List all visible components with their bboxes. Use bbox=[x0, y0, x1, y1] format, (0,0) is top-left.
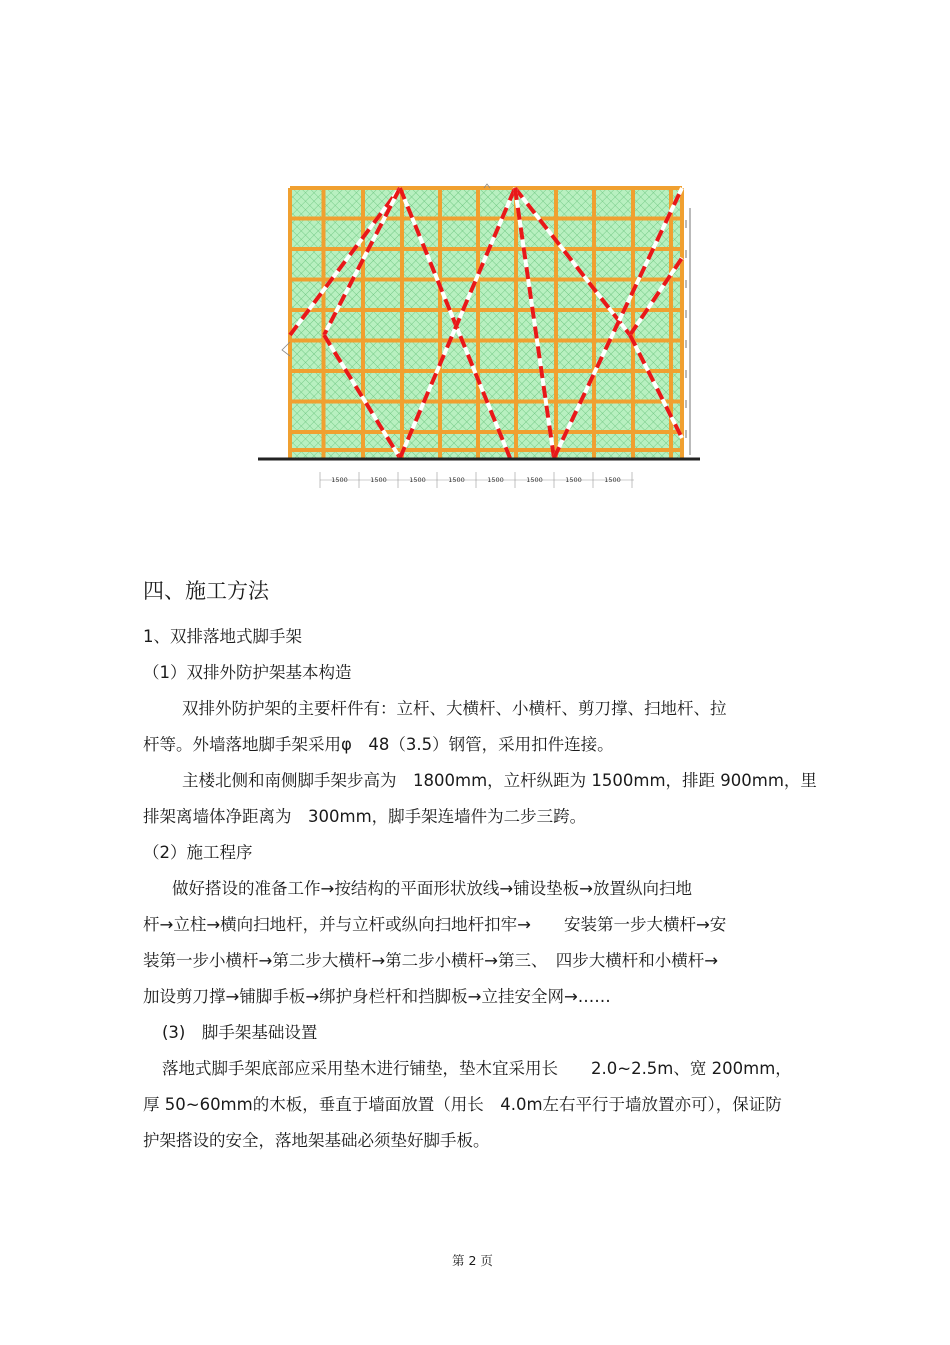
dimension-label: 1500 bbox=[331, 476, 348, 484]
paragraph-line: 主楼北侧和南侧脚手架步高为 1800mm，立杆纵距为 1500mm，排距 900mm，里 bbox=[182, 771, 817, 790]
safety-net bbox=[290, 188, 682, 458]
scaffold-elevation-diagram bbox=[250, 180, 710, 500]
dimension-label: 1500 bbox=[565, 476, 582, 484]
subheading-1-3: (3) 脚手架基础设置 bbox=[162, 1023, 318, 1042]
dimension-label: 1500 bbox=[526, 476, 543, 484]
paragraph-line: 加设剪刀撑→铺脚手板→绑护身栏杆和挡脚板→立挂安全网→…… bbox=[143, 987, 611, 1006]
side-markers bbox=[686, 208, 690, 455]
subheading-1-1: （1）双排外防护架基本构造 bbox=[143, 663, 352, 682]
dimension-label: 1500 bbox=[370, 476, 387, 484]
page-number: 第 2 页 bbox=[452, 1253, 493, 1268]
dimension-label: 1500 bbox=[409, 476, 426, 484]
paragraph-line: 排架离墙体净距离为 300mm，脚手架连墙件为二步三跨。 bbox=[143, 807, 587, 826]
paragraph-line: 双排外防护架的主要杆件有：立杆、大横杆、小横杆、剪刀撑、扫地杆、拉 bbox=[182, 699, 727, 718]
paragraph-line: 护架搭设的安全，落地架基础必须垫好脚手板。 bbox=[143, 1131, 490, 1150]
paragraph-line: 杆等。外墙落地脚手架采用φ 48（3.5）钢管，采用扣件连接。 bbox=[143, 735, 614, 754]
section-heading: 四、施工方法 bbox=[143, 579, 269, 603]
dimension-label: 1500 bbox=[448, 476, 465, 484]
paragraph-line: 做好搭设的准备工作→按结构的平面形状放线→铺设垫板→放置纵向扫地 bbox=[172, 879, 692, 898]
paragraph-line: 装第一步小横杆→第二步大横杆→第二步小横杆→第三、 四步大横杆和小横杆→ bbox=[143, 951, 719, 970]
dimension-line bbox=[320, 472, 634, 488]
paragraph-line: 杆→立柱→横向扫地杆，并与立杆或纵向扫地杆扣牢→ 安装第一步大横杆→安 bbox=[143, 915, 727, 934]
subheading-1-2: （2）施工程序 bbox=[143, 843, 253, 862]
paragraph-line: 厚 50~60mm的木板，垂直于墙面放置（用长 4.0m左右平行于墙放置亦可），保证防 bbox=[143, 1095, 782, 1114]
dimension-label: 1500 bbox=[604, 476, 621, 484]
paragraph-line: 落地式脚手架底部应采用垫木进行铺垫，垫木宜采用长 2.0~2.5m、宽 200mm， bbox=[162, 1059, 792, 1078]
dimension-label: 1500 bbox=[487, 476, 504, 484]
subheading-1: 1、双排落地式脚手架 bbox=[143, 627, 302, 646]
